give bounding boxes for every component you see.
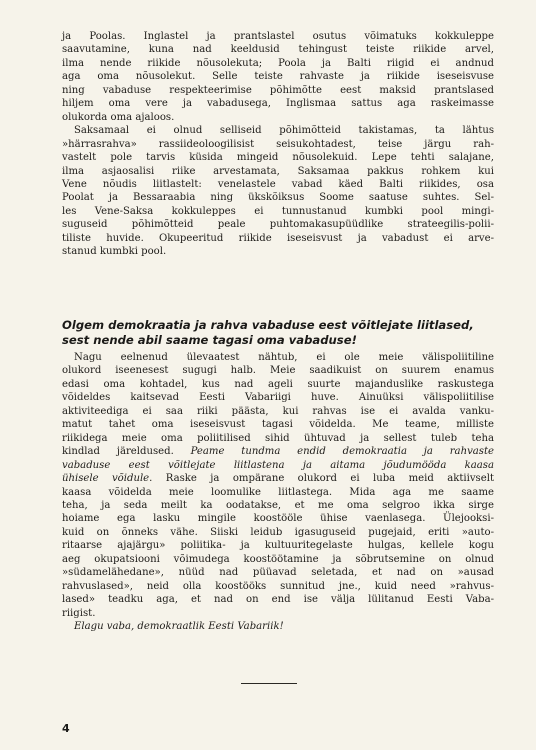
- text-line: ilma asjaosalisi riike arvestamata, Saksamaa pakkus rohkem kui: [62, 165, 494, 177]
- paragraph-3: [62, 351, 494, 634]
- text-line-mixed: [62, 445, 494, 458]
- text-line: Saksamaal ei olnud selliseid põhimõtteid takistamas, ta lähtus: [74, 125, 494, 137]
- text-line: »härrasrahva» rassiideoloogilisist seisukohtadest, teise järgu rah-: [62, 138, 494, 150]
- text-line: hiljem oma vere ja vabadusega, Inglismaa sattus aga raskeimasse: [62, 98, 494, 110]
- text-line: suguseid põhimõtteid peale puhtomakasupüüdlike strateegilis-polii-: [62, 219, 494, 231]
- main-section: [62, 351, 494, 634]
- text-line: riikidega meie oma poliitilised sihid ühtuvad ja sellest tuleb teha: [62, 432, 494, 444]
- text-line: vastelt pole tarvis küsida mingeid nõusolekuid. Lepe tehti salajane,: [62, 152, 494, 164]
- text-line: aeg okupatsiooni võimudega koostöötamine ja sõbrutsemine on olnud: [62, 553, 494, 565]
- text-line: ja Poolas. Inglastel ja prantslastel osutus võimatuks kokkuleppe: [62, 31, 494, 42]
- text-line: edasi oma kohtadel, kus nad ageli suurte majanduslike raskustega: [62, 378, 494, 390]
- paragraph-2: [62, 124, 494, 259]
- intro-section: [62, 30, 494, 259]
- text-line: olukord iseenesest sugugi halb. Meie saadikuist on suurem enamus: [62, 365, 494, 377]
- text-line: riigist.: [62, 607, 96, 619]
- text-line: les Vene-Saksa kokkuleppes ei tunnustanud kumbki pool mingi-: [62, 205, 494, 217]
- text-line: matut tahet oma iseseisvust tagasi võidelda. Me teame, milliste: [62, 419, 494, 431]
- closing-slogan: Elagu vaba, demokraatlik Eesti Vabariik!: [74, 621, 284, 633]
- italic-segment: Peame tundma endid demokraatia ja rahvaste: [190, 446, 494, 458]
- italic-segment: ühisele võidule.: [62, 473, 153, 485]
- text-line: teha, ja seda meilt ka oodatakse, et me oma selgroo ikka sirge: [62, 499, 494, 511]
- text-line: Vene nõudis liitlastelt: venelastele vabad käed Balti riikides, osa: [62, 178, 494, 190]
- text-line: aga oma nõusolekut. Selle teiste rahvaste ja riikide iseseisvuse: [62, 71, 494, 83]
- text-line-mixed: [62, 472, 494, 485]
- closing-line: [62, 620, 494, 633]
- text-line: rahvuslased», neid olla koostööks sunnitud jne., kuid need »rahvus-: [62, 580, 494, 592]
- heading-line: sest nende abil saame tagasi oma vabaduse!: [62, 333, 357, 347]
- text-line: tiliste huvide. Okupeeritud riikide iseseisvust ja vabadust ei arve-: [62, 232, 494, 244]
- text-line: ilma nende riikide nõusolekuta; Poola ja Balti riigid ei andnud: [62, 57, 494, 69]
- text-line: [62, 459, 494, 472]
- text-line: Poolat ja Bessaraabia ning ükskõiksus Soome saatuse suhtes. Sel-: [62, 192, 494, 204]
- text-line: Nagu eelnenud ülevaatest nähtub, ei ole meie välispoliitiline: [74, 352, 494, 363]
- paragraph-1: [62, 30, 494, 124]
- italic-segment: vabaduse eest võitlejate liitlastena ja aitama jõudumööda kaasa: [62, 459, 494, 471]
- text-line: kuid on õnneks vähe. Siiski leidub igasuguseid pugejaid, eriti »auto-: [62, 526, 494, 538]
- text-line: ning vabaduse respekteerimise põhimõtte eest maksid prantslased: [62, 84, 494, 96]
- text-line: kaasa võidelda meie loomulike liitlastega. Mida aga me saame: [62, 486, 494, 498]
- text-segment: Raske ja ompärane olukord ei luba meid aktiivselt: [165, 473, 494, 485]
- text-line: ritaarse ajajärgu» poliitika- ja kultuuritegelaste hulgas, kellele kogu: [62, 540, 494, 552]
- text-line: võideldes kaitsevad Eesti Vabariigi huve. Ainuüksi välispoliitilise: [62, 392, 494, 404]
- text-line: hoiame ega lasku mingile koostööle ühise vaenlasega. Ülejooksi-: [62, 513, 494, 525]
- divider-rule: [241, 683, 297, 684]
- text-line: stanud kumbki pool.: [62, 246, 167, 258]
- text-segment: kindlad järeldused.: [62, 446, 174, 458]
- text-line: »südamelähedane», nüüd nad püüavad seletada, et nad on »ausad: [62, 567, 494, 579]
- text-line: aktiviteediga ei saa riiki päästa, kui rahvas ise ei avalda vanku-: [62, 405, 494, 417]
- page-number: 4: [62, 722, 70, 735]
- heading-line: Olgem demokraatia ja rahva vabaduse eest võitlejate liitlased,: [62, 318, 474, 332]
- text-line: saavutamine, kuna nad keeldusid tehingust teiste riikide arvel,: [62, 44, 494, 56]
- text-line: lased» teadku aga, et nad on end ise välja lülitanud Eesti Vaba-: [62, 594, 494, 606]
- text-line: olukorda oma ajaloos.: [62, 111, 175, 123]
- section-heading: [62, 318, 494, 348]
